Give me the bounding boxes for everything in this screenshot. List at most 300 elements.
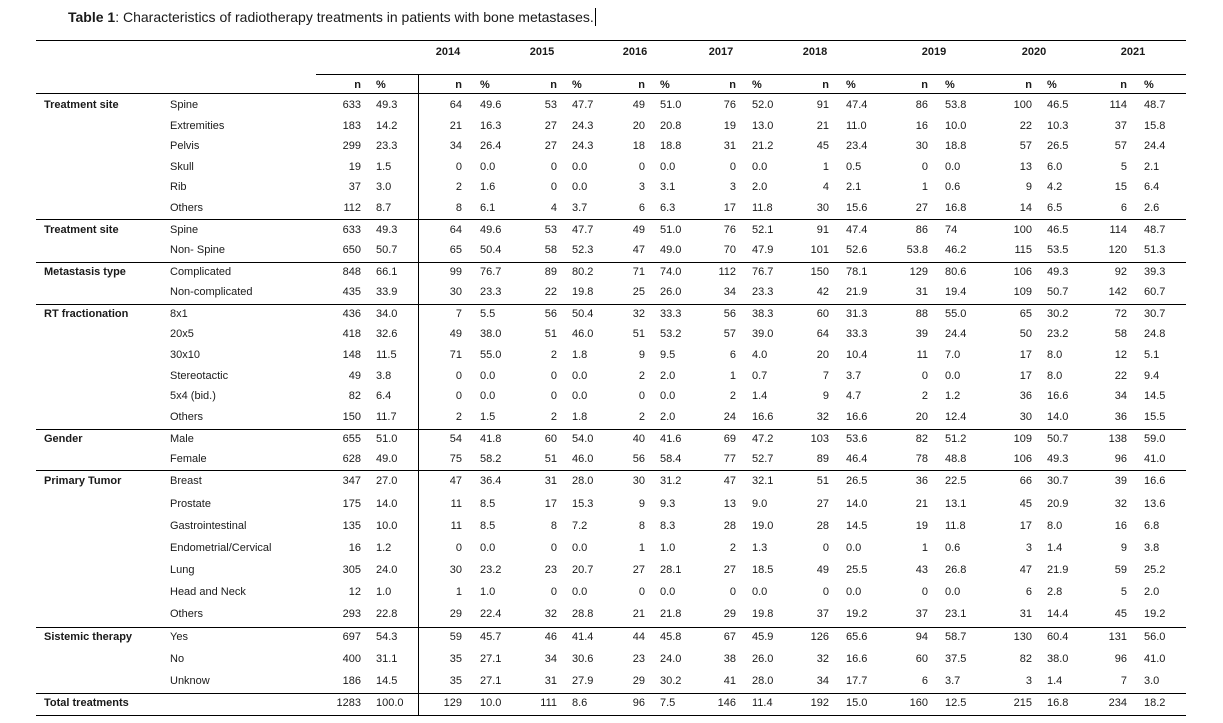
table-cell-pct: 11.0: [846, 120, 867, 132]
table-cell-pct: 19.2: [846, 608, 868, 620]
table-cell-pct: 10.0: [480, 697, 502, 709]
table-cell-pct: 47.2: [752, 433, 774, 445]
pct-header: %: [376, 79, 386, 91]
table-cell-n: 0: [550, 181, 557, 193]
table-cell-n: 27: [632, 564, 645, 576]
table-cell-pct: 0.0: [752, 586, 768, 598]
table-cell-n: 0: [822, 542, 829, 554]
table-cell-pct: 46.4: [846, 453, 868, 465]
table-cell-n: 120: [1108, 244, 1127, 256]
table-cell-pct: 80.6: [945, 266, 967, 278]
table-cell-pct: 6.8: [1144, 520, 1160, 532]
table-cell-n: 0: [822, 586, 829, 598]
table-cell-pct: 46.2: [945, 244, 967, 256]
header-subrule: [316, 74, 1186, 75]
table-cell-pct: 3.7: [945, 675, 961, 687]
table-cell-pct: 18.8: [945, 140, 967, 152]
table-cell-n: 31: [1019, 608, 1032, 620]
table-cell-n: 101: [810, 244, 829, 256]
subcategory-label: Prostate: [170, 498, 211, 510]
table-cell-n: 65: [449, 244, 462, 256]
table-cell-pct: 26.0: [752, 653, 774, 665]
table-cell-pct: 49.6: [480, 224, 502, 236]
table-cell-pct: 80.2: [572, 266, 594, 278]
table-cell-pct: 16.6: [1144, 475, 1166, 487]
table-cell-pct: 18.8: [660, 140, 682, 152]
table-cell-n: 0: [550, 370, 557, 382]
table-cell-n: 192: [810, 697, 829, 709]
table-cell-pct: 11.8: [752, 202, 773, 214]
pct-header: %: [1144, 79, 1154, 91]
subcategory-label: Unknow: [170, 675, 210, 687]
n-header: n: [1025, 79, 1032, 91]
table-cell-n: 56: [544, 308, 557, 320]
table-cell-n: 7: [1120, 675, 1127, 687]
table-cell-n: 8: [638, 520, 645, 532]
table-cell-pct: 49.3: [1047, 266, 1069, 278]
table-cell-n: 31: [915, 286, 928, 298]
table-cell-n: 77: [723, 453, 736, 465]
table-cell-pct: 4.2: [1047, 181, 1063, 193]
year-header: 2020: [1021, 46, 1047, 58]
table-cell-pct: 11.8: [945, 520, 966, 532]
table-cell-n: 1: [729, 370, 736, 382]
table-cell-pct: 2.0: [660, 370, 676, 382]
table-cell-n: 40: [632, 433, 645, 445]
table-cell-pct: 53.5: [1047, 244, 1069, 256]
table-cell-pct: 11.4: [752, 697, 773, 709]
subcategory-label: Non- Spine: [170, 244, 226, 256]
table-cell-pct: 2.0: [752, 181, 768, 193]
pct-header: %: [846, 79, 856, 91]
table-cell-n: 32: [1114, 498, 1127, 510]
table-cell-n: 7: [455, 308, 462, 320]
table-cell-n: 89: [544, 266, 557, 278]
table-cell-pct: 14.4: [1047, 608, 1069, 620]
subcategory-label: Endometrial/Cervical: [170, 542, 272, 554]
table-cell-n: 37: [348, 181, 361, 193]
table-cell-n: 31: [723, 140, 736, 152]
table-cell-n: 2: [729, 542, 736, 554]
table-cell-pct: 45.9: [752, 631, 774, 643]
table-cell-n: 215: [1013, 697, 1032, 709]
table-cell-n: 12: [1114, 349, 1127, 361]
table-cell-n: 36: [915, 475, 928, 487]
n-header: n: [455, 79, 462, 91]
table-cell-pct: 30.2: [1047, 308, 1069, 320]
table-cell-n: 22: [544, 286, 557, 298]
table-cell-n: 71: [449, 349, 462, 361]
table-cell-n: 18: [632, 140, 645, 152]
table-cell-pct: 23.3: [480, 286, 502, 298]
table-cell-pct: 49.3: [376, 224, 398, 236]
subcategory-label: Stereotactic: [170, 370, 229, 382]
subcategory-label: Extremities: [170, 120, 225, 132]
table-cell-n: 2: [729, 390, 736, 402]
table-cell-pct: 45.7: [480, 631, 502, 643]
table-cell-pct: 15.8: [1144, 120, 1166, 132]
table-cell-pct: 8.3: [660, 520, 676, 532]
table-cell-pct: 39.0: [752, 328, 774, 340]
table-cell-n: 131: [1108, 631, 1127, 643]
table-cell-n: 6: [729, 349, 736, 361]
table-cell-n: 2: [638, 370, 645, 382]
table-cell-n: 109: [1013, 286, 1032, 298]
table-cell-pct: 41.8: [480, 433, 502, 445]
table-cell-pct: 3.8: [376, 370, 392, 382]
table-cell-n: 57: [723, 328, 736, 340]
table-cell-n: 129: [443, 697, 462, 709]
table-cell-n: 47: [449, 475, 462, 487]
table-cell-pct: 53.8: [945, 99, 967, 111]
category-label: Primary Tumor: [44, 475, 122, 487]
table-cell-pct: 16.6: [846, 653, 868, 665]
table-cell-pct: 41.6: [660, 433, 682, 445]
table-cell-n: 8: [455, 202, 462, 214]
table-cell-pct: 21.9: [1047, 564, 1069, 576]
table-cell-n: 100: [1013, 99, 1032, 111]
table-cell-n: 2: [550, 411, 557, 423]
table-cell-n: 100: [1013, 224, 1032, 236]
table-cell-n: 234: [1108, 697, 1127, 709]
table-cell-n: 69: [723, 433, 736, 445]
table-cell-n: 51: [544, 328, 557, 340]
table-cell-n: 4: [550, 202, 557, 214]
table-cell-pct: 47.7: [572, 224, 594, 236]
table-cell-n: 29: [723, 608, 736, 620]
header-bottom-rule: [36, 93, 1186, 94]
table-cell-n: 47: [723, 475, 736, 487]
table-cell-pct: 1.0: [480, 586, 496, 598]
table-cell-n: 0: [455, 542, 462, 554]
table-cell-pct: 24.4: [1144, 140, 1166, 152]
table-cell-n: 23: [632, 653, 645, 665]
table-cell-pct: 46.0: [572, 453, 594, 465]
table-cell-n: 418: [342, 328, 361, 340]
table-cell-pct: 20.8: [660, 120, 682, 132]
table-cell-n: 49: [632, 224, 645, 236]
table-cell-n: 138: [1108, 433, 1127, 445]
table-cell-n: 65: [1019, 308, 1032, 320]
table-cell-pct: 10.0: [945, 120, 967, 132]
table-cell-n: 31: [544, 675, 557, 687]
table-cell-n: 435: [342, 286, 361, 298]
table-cell-n: 51: [544, 453, 557, 465]
table-cell-n: 1: [822, 161, 829, 173]
table-cell-n: 347: [342, 475, 361, 487]
table-cell-n: 8: [550, 520, 557, 532]
subcategory-label: Spine: [170, 224, 199, 236]
table-cell-pct: 78.1: [846, 266, 868, 278]
category-label: Sistemic therapy: [44, 631, 133, 643]
subcategory-label: Spine: [170, 99, 199, 111]
table-cell-n: 37: [1114, 120, 1127, 132]
table-cell-n: 106: [1013, 266, 1032, 278]
table-cell-n: 148: [342, 349, 361, 361]
table-cell-n: 32: [632, 308, 645, 320]
table-cell-n: 13: [723, 498, 736, 510]
table-cell-pct: 50.4: [480, 244, 502, 256]
subcategory-label: Yes: [170, 631, 188, 643]
table-cell-n: 37: [816, 608, 829, 620]
n-header: n: [550, 79, 557, 91]
table-cell-n: 1: [455, 586, 462, 598]
table-cell-pct: 41.0: [1144, 453, 1166, 465]
table-cell-pct: 0.0: [480, 370, 496, 382]
table-cell-n: 76: [723, 99, 736, 111]
table-cell-pct: 76.7: [480, 266, 502, 278]
category-label: RT fractionation: [44, 308, 129, 320]
table-cell-pct: 27.9: [572, 675, 594, 687]
table-cell-pct: 52.6: [846, 244, 868, 256]
table-cell-pct: 19.0: [752, 520, 774, 532]
table-cell-pct: 0.6: [945, 542, 961, 554]
table-cell-n: 22: [1114, 370, 1127, 382]
table-cell-pct: 51.0: [376, 433, 398, 445]
table-cell-n: 20: [816, 349, 829, 361]
table-cell-pct: 27.1: [480, 653, 502, 665]
table-cell-n: 3: [638, 181, 645, 193]
table-cell-n: 32: [816, 653, 829, 665]
table-cell-n: 9: [1120, 542, 1127, 554]
table-cell-n: 848: [342, 266, 361, 278]
table-cell-pct: 32.1: [752, 475, 774, 487]
table-cell-pct: 53.6: [846, 433, 868, 445]
table-cell-n: 21: [915, 498, 928, 510]
table-cell-n: 2: [921, 390, 928, 402]
table-cell-pct: 1.2: [945, 390, 961, 402]
table-cell-n: 53: [544, 224, 557, 236]
table-cell-n: 9: [638, 349, 645, 361]
table-cell-n: 49: [449, 328, 462, 340]
table-cell-n: 21: [816, 120, 829, 132]
table-cell-n: 21: [632, 608, 645, 620]
table-cell-n: 7: [822, 370, 829, 382]
n-header: n: [638, 79, 645, 91]
table-cell-n: 36: [1114, 411, 1127, 423]
table-cell-pct: 24.3: [572, 140, 594, 152]
table-cell-n: 15: [1114, 181, 1127, 193]
table-cell-pct: 22.4: [480, 608, 502, 620]
table-cell-n: 0: [455, 161, 462, 173]
table-cell-n: 64: [816, 328, 829, 340]
subcategory-label: Breast: [170, 475, 202, 487]
table-cell-pct: 6.0: [1047, 161, 1063, 173]
caption-label: Table 1: [68, 9, 116, 25]
table-cell-n: 3: [729, 181, 736, 193]
table-cell-pct: 34.0: [376, 308, 398, 320]
table-cell-pct: 4.0: [752, 349, 768, 361]
subcategory-label: Skull: [170, 161, 194, 173]
table-cell-n: 75: [449, 453, 462, 465]
table-cell-pct: 17.7: [846, 675, 868, 687]
table-cell-pct: 26.4: [480, 140, 502, 152]
table-cell-n: 30: [915, 140, 928, 152]
subcategory-label: Female: [170, 453, 207, 465]
table-cell-pct: 31.2: [660, 475, 682, 487]
table-cell-pct: 7.5: [660, 697, 676, 709]
table-cell-pct: 45.8: [660, 631, 682, 643]
table-cell-pct: 31.3: [846, 308, 868, 320]
table-cell-pct: 51.0: [660, 224, 682, 236]
subcategory-label: 8x1: [170, 308, 188, 320]
table-cell-pct: 15.5: [1144, 411, 1166, 423]
table-cell-pct: 50.7: [376, 244, 398, 256]
table-cell-n: 0: [729, 161, 736, 173]
table-cell-n: 28: [723, 520, 736, 532]
table-cell-n: 106: [1013, 453, 1032, 465]
table-cell-n: 56: [632, 453, 645, 465]
table-cell-n: 0: [550, 542, 557, 554]
table-cell-n: 57: [1114, 140, 1127, 152]
table-cell-pct: 20.9: [1047, 498, 1069, 510]
table-cell-pct: 2.0: [660, 411, 676, 423]
table-cell-n: 45: [1019, 498, 1032, 510]
table-cell-pct: 6.5: [1047, 202, 1063, 214]
table-cell-n: 16: [915, 120, 928, 132]
table-cell-n: 47: [1019, 564, 1032, 576]
table-cell-pct: 1.5: [480, 411, 496, 423]
table-cell-pct: 1.6: [480, 181, 496, 193]
table-cell-pct: 22.5: [945, 475, 967, 487]
subcategory-label: Pelvis: [170, 140, 200, 152]
table-bottom-rule: [36, 715, 1186, 716]
table-cell-n: 6: [1120, 202, 1127, 214]
section-rule: [36, 262, 1186, 263]
table-cell-pct: 76.7: [752, 266, 774, 278]
table-cell-n: 70: [723, 244, 736, 256]
table-cell-n: 21: [449, 120, 462, 132]
table-cell-n: 150: [810, 266, 829, 278]
table-cell-pct: 50.7: [1047, 433, 1069, 445]
table-cell-pct: 2.1: [846, 181, 862, 193]
subcategory-label: Non-complicated: [170, 286, 253, 298]
table-cell-pct: 28.0: [752, 675, 774, 687]
table-cell-pct: 26.5: [846, 475, 868, 487]
table-cell-n: 24: [723, 411, 736, 423]
table-cell-n: 64: [449, 99, 462, 111]
table-cell-n: 400: [342, 653, 361, 665]
table-cell-pct: 58.7: [945, 631, 967, 643]
table-cell-pct: 52.3: [572, 244, 594, 256]
table-cell-n: 160: [909, 697, 928, 709]
table-cell-n: 88: [915, 308, 928, 320]
table-cell-n: 19: [348, 161, 361, 173]
table-cell-n: 0: [455, 390, 462, 402]
table-cell-n: 27: [544, 140, 557, 152]
table-cell-n: 6: [638, 202, 645, 214]
table-cell-pct: 15.6: [846, 202, 868, 214]
table-cell-pct: 14.5: [846, 520, 868, 532]
table-cell-pct: 13.1: [945, 498, 967, 510]
table-cell-pct: 8.0: [1047, 349, 1063, 361]
table-cell-pct: 9.5: [660, 349, 676, 361]
table-cell-pct: 58.4: [660, 453, 682, 465]
table-cell-pct: 18.5: [752, 564, 774, 576]
subcategory-label: 20x5: [170, 328, 194, 340]
table-cell-n: 1: [921, 181, 928, 193]
table-cell-pct: 0.5: [846, 161, 862, 173]
table-cell-n: 1: [638, 542, 645, 554]
table-cell-pct: 38.0: [480, 328, 502, 340]
table-cell-n: 32: [816, 411, 829, 423]
table-cell-pct: 0.0: [846, 586, 862, 598]
table-cell-n: 30: [632, 475, 645, 487]
table-cell-n: 633: [342, 224, 361, 236]
table-cell-pct: 19.4: [945, 286, 967, 298]
table-cell-n: 31: [544, 475, 557, 487]
table-cell-pct: 21.2: [752, 140, 774, 152]
table-cell-n: 129: [909, 266, 928, 278]
table-cell-pct: 30.7: [1047, 475, 1069, 487]
table-cell-n: 0: [638, 161, 645, 173]
table-cell-n: 112: [718, 266, 736, 278]
table-cell-pct: 41.0: [1144, 653, 1166, 665]
table-caption: [68, 8, 596, 26]
table-cell-pct: 15.0: [846, 697, 868, 709]
subcategory-label: Male: [170, 433, 194, 445]
table-cell-n: 0: [550, 390, 557, 402]
table-cell-pct: 2.1: [1144, 161, 1160, 173]
table-cell-pct: 1.4: [1047, 542, 1063, 554]
table-cell-n: 53: [544, 99, 557, 111]
table-cell-n: 114: [1109, 224, 1127, 236]
table-cell-n: 56: [723, 308, 736, 320]
table-cell-n: 66: [1019, 475, 1032, 487]
table-cell-n: 27: [544, 120, 557, 132]
category-label: Treatment site: [44, 99, 119, 111]
year-header: 2019: [921, 46, 947, 58]
table-cell-pct: 14.0: [1047, 411, 1069, 423]
pct-header: %: [572, 79, 582, 91]
table-cell-pct: 48.8: [945, 453, 967, 465]
table-cell-n: 30: [1019, 411, 1032, 423]
table-cell-pct: 53.2: [660, 328, 682, 340]
table-cell-n: 146: [717, 697, 736, 709]
table-cell-n: 39: [915, 328, 928, 340]
table-cell-n: 14: [1019, 202, 1032, 214]
table-cell-pct: 24.0: [376, 564, 398, 576]
table-cell-pct: 24.8: [1144, 328, 1166, 340]
subcategory-label: Head and Neck: [170, 586, 246, 598]
table-cell-pct: 1.3: [752, 542, 768, 554]
table-cell-pct: 47.7: [572, 99, 594, 111]
table-cell-n: 67: [723, 631, 736, 643]
table-cell-n: 34: [544, 653, 557, 665]
table-cell-n: 1283: [336, 697, 361, 709]
table-cell-n: 0: [638, 390, 645, 402]
table-cell-pct: 16.6: [846, 411, 868, 423]
table-cell-n: 17: [1019, 370, 1032, 382]
table-cell-pct: 48.7: [1144, 224, 1166, 236]
table-cell-n: 650: [342, 244, 361, 256]
table-cell-n: 142: [1108, 286, 1127, 298]
text-cursor: [595, 8, 596, 26]
table-cell-pct: 52.7: [752, 453, 774, 465]
table-cell-pct: 19.8: [752, 608, 774, 620]
table-cell-n: 30: [449, 564, 462, 576]
table-cell-n: 135: [342, 520, 361, 532]
table-cell-pct: 13.0: [752, 120, 774, 132]
category-label: Total treatments: [44, 697, 129, 709]
table-cell-n: 17: [1019, 520, 1032, 532]
table-cell-pct: 10.0: [376, 520, 398, 532]
table-cell-pct: 23.2: [480, 564, 502, 576]
table-cell-n: 5: [1120, 586, 1127, 598]
table-cell-pct: 16.3: [480, 120, 502, 132]
table-cell-pct: 16.8: [1047, 697, 1069, 709]
table-cell-pct: 13.6: [1144, 498, 1166, 510]
